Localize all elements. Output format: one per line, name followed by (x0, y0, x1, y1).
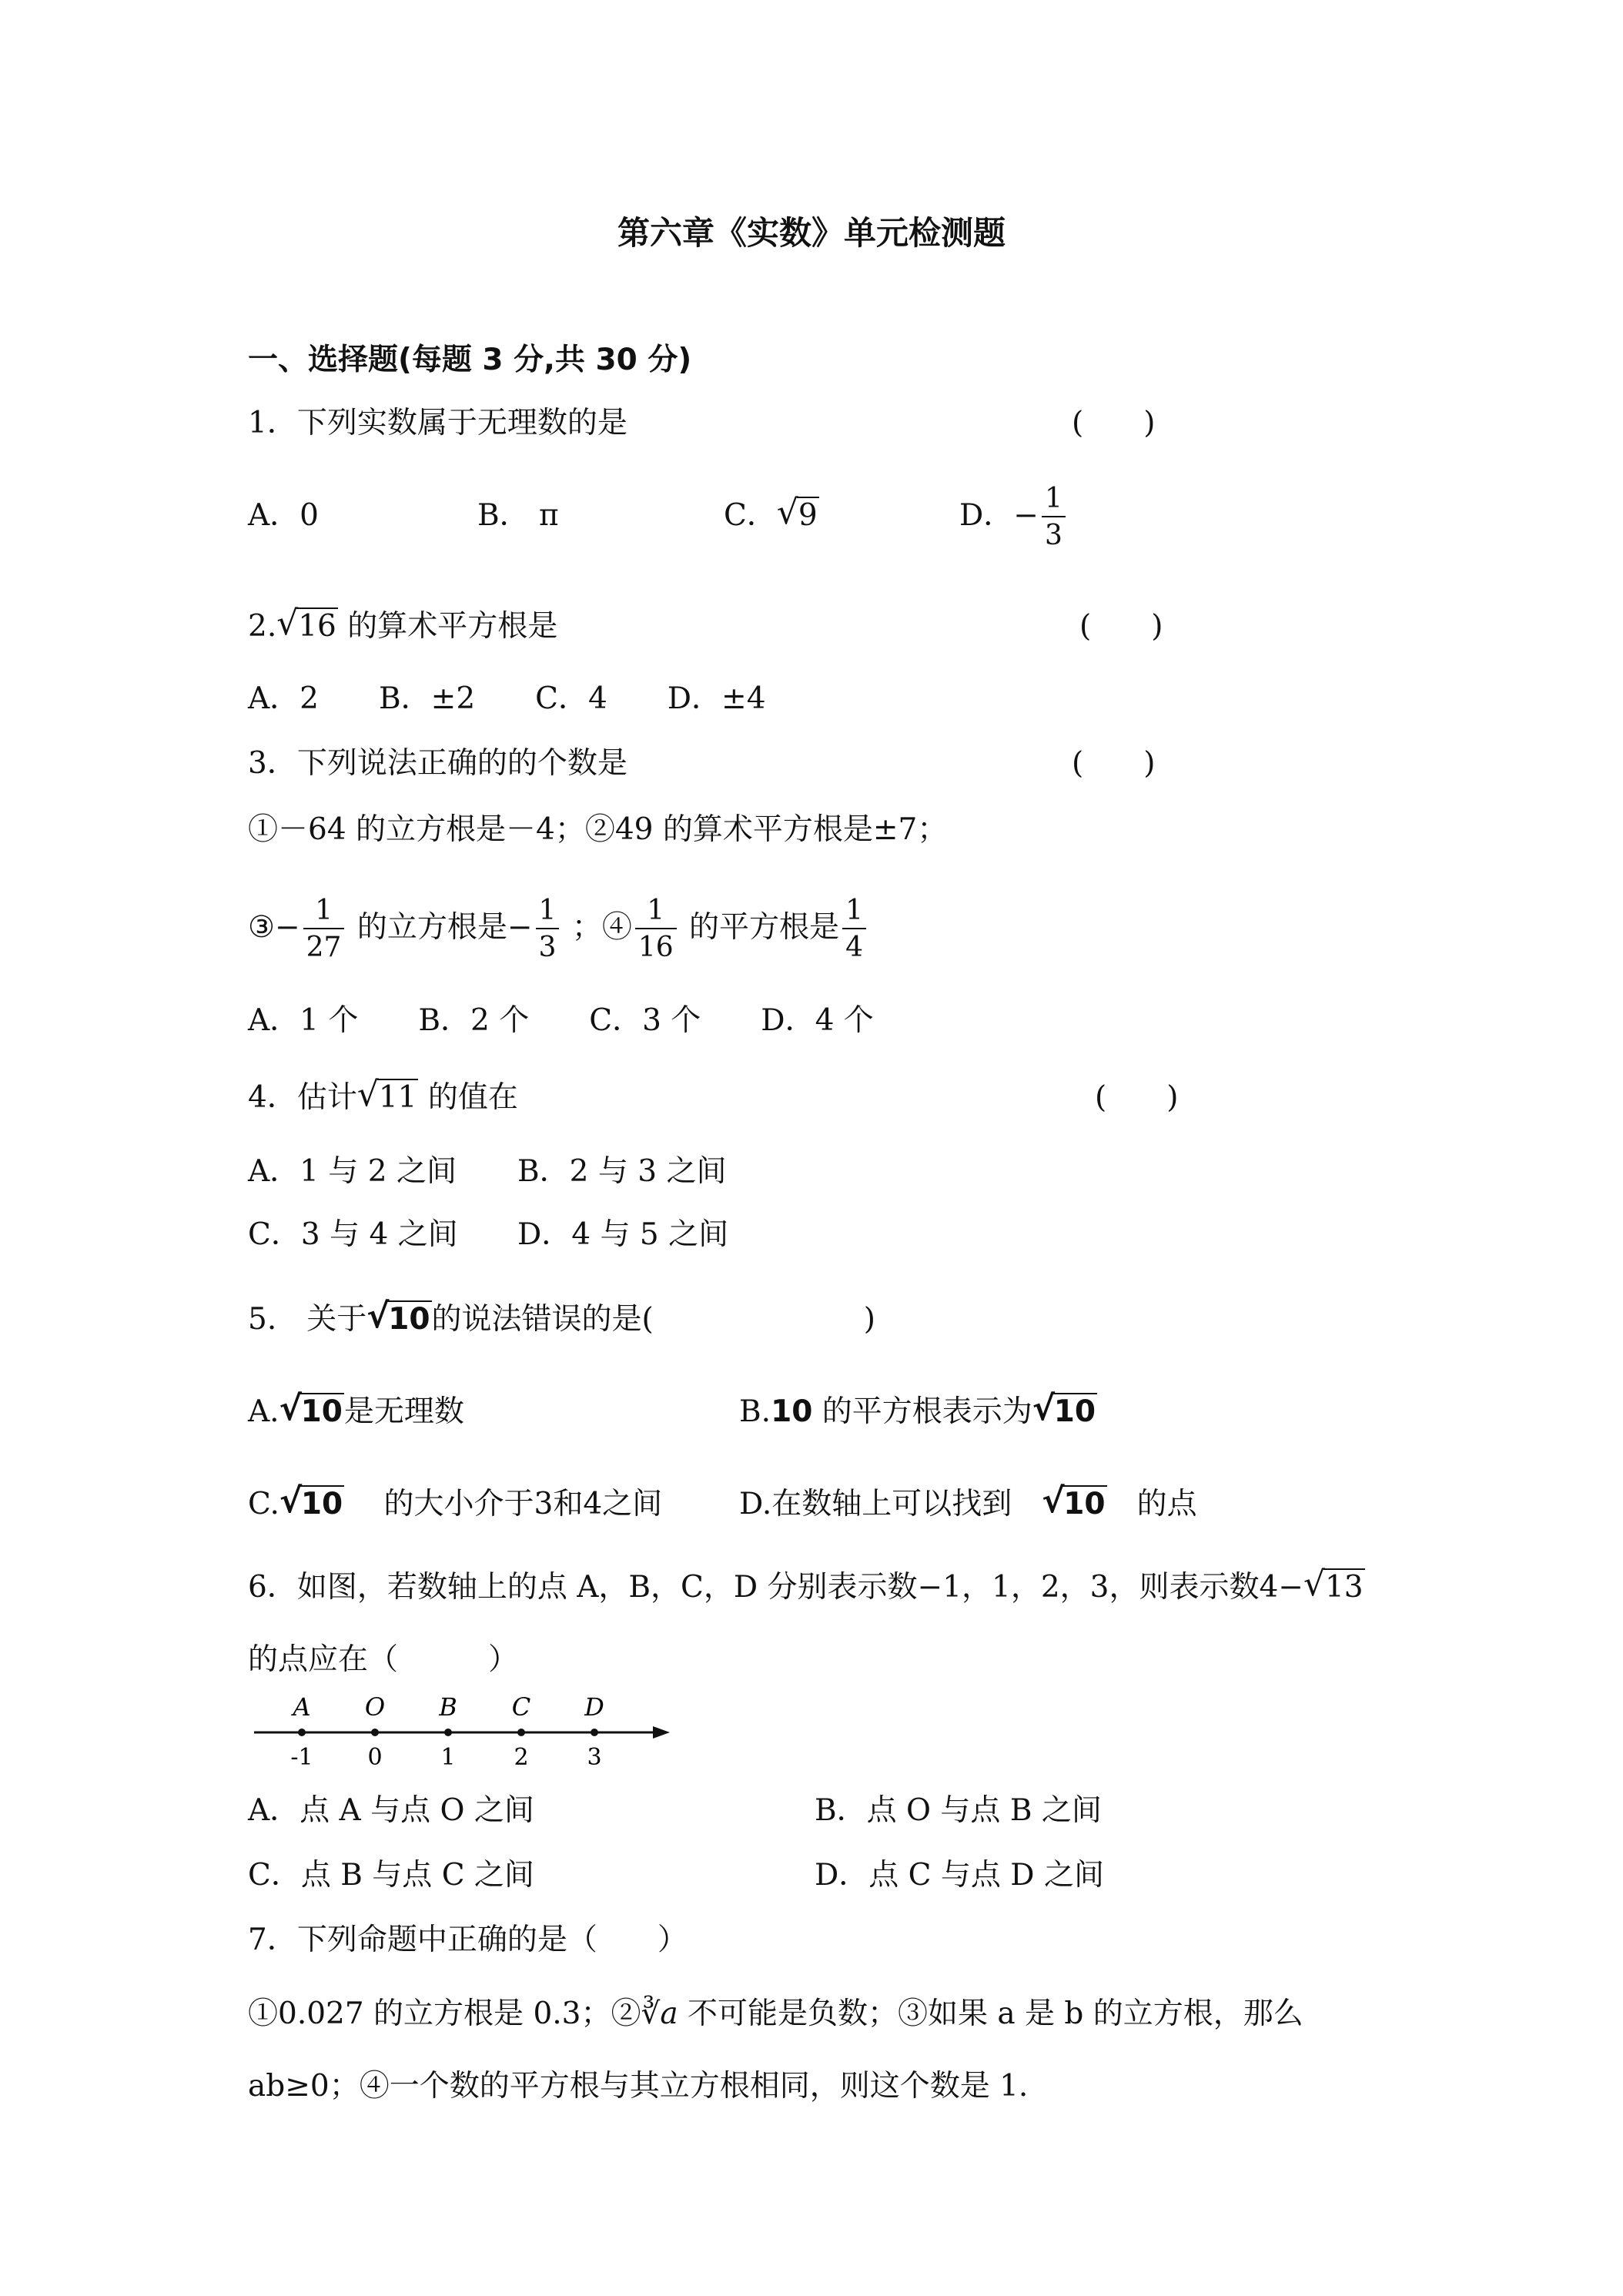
sqrt-16: √ 16 (276, 604, 336, 644)
fraction-one-third: $\frac{1}{3}$ (1042, 485, 1066, 550)
q6-option-a: A．点 A 与点 O 之间 (248, 1793, 534, 1828)
q2-options: A．2 B．±2 C．4 D．±4 (248, 681, 766, 716)
tick-label-0: 0 (367, 1744, 383, 1771)
sqrt-10: √ 10 (366, 1297, 430, 1337)
q7-stem: 7．下列命题中正确的是（ ） (248, 1923, 688, 1957)
page-title: 第六章《实数》单元检测题 (617, 214, 1006, 252)
point-label-D: D (584, 1694, 604, 1722)
number-line-figure (248, 1694, 679, 1779)
q4-option-a: A．1 与 2 之间 (248, 1154, 457, 1189)
q3-stem: 3．下列说法正确的的个数是 (248, 746, 627, 781)
q5-option-b: B.10 的平方根表示为 √ 10 (739, 1389, 1096, 1429)
fraction-1-4: $\frac{1}{4}$ (842, 897, 866, 962)
q5-stem: 5. 关于 √ 10的说法错误的是( ) (248, 1300, 875, 1340)
q1-option-d: D．− $\frac{1}{3}$ (959, 477, 1069, 554)
q7-statements-line1: ①0.027 的立方根是 0.3；②∛a 不可能是负数；③如果 a 是 b 的立方根，那么 (248, 1996, 1303, 2031)
q3-statement-3-4: ③− $\frac{1}{27}$ 的立方根是− $\frac{1}{3}$ ；④ $\frac{1}{16}$ 的平方根是 $\frac{1}{4}$ (248, 885, 869, 970)
q4-answer-paren: ( ) (1095, 1080, 1179, 1115)
section-heading: 一、选择题(每题 3 分,共 30 分) (248, 343, 692, 377)
point-label-C: C (511, 1694, 531, 1722)
q5-option-c: C. √ 10 的大小介于3和4之间 (248, 1481, 663, 1521)
q6-stem-line1: 6．如图，若数轴上的点 A，B，C，D 分别表示数−1，1，2，3，则表示数4− √ 13 (248, 1568, 1365, 1608)
sqrt-11: √ 11 (356, 1075, 417, 1115)
q5-option-d: D.在数轴上可以找到 √ 10 的点 (739, 1481, 1197, 1521)
point-O (371, 1729, 379, 1736)
q3-statement-1-2: ①－64 的立方根是－4；②49 的算术平方根是±7； (248, 812, 948, 847)
q4-stem: 4．估计 √ 11 的值在 (248, 1078, 518, 1118)
point-B (444, 1729, 452, 1736)
q1-option-c: C． √ 9 (724, 496, 819, 536)
q1-option-a: A．0 (248, 498, 319, 533)
sqrt-9: √ 9 (776, 493, 818, 533)
sqrt-13: √ 13 (1303, 1565, 1364, 1605)
tick-label-3: 3 (587, 1744, 602, 1771)
q6-stem-line2: 的点应在（ ） (248, 1642, 519, 1677)
q6-option-c: C．点 B 与点 C 之间 (248, 1858, 534, 1893)
tick-label-1: 1 (440, 1744, 456, 1771)
fraction-1-3: $\frac{1}{3}$ (536, 897, 560, 962)
q2-stem: 2. √ 16 的算术平方根是 (248, 607, 557, 647)
q2-answer-paren: ( ) (1079, 609, 1163, 644)
q3-options: A．1 个 B．2 个 C．3 个 D．4 个 (248, 1003, 874, 1038)
cube-root-a: ∛a (641, 1996, 678, 2031)
point-label-O: O (364, 1694, 386, 1722)
q1-option-b: B． π (477, 498, 559, 533)
q1-stem: 1．下列实数属于无理数的是 (248, 406, 627, 440)
point-D (591, 1729, 598, 1736)
q4-option-d: D．4 与 5 之间 (517, 1217, 729, 1252)
tick-label-2: 2 (514, 1744, 529, 1771)
fraction-1-16: $\frac{1}{16}$ (635, 897, 677, 962)
q3-answer-paren: ( ) (1072, 746, 1156, 781)
q6-option-b: B．点 O 与点 B 之间 (815, 1793, 1102, 1828)
arrow-head-icon (653, 1726, 670, 1739)
point-A (298, 1729, 306, 1736)
q6-option-d: D．点 C 与点 D 之间 (815, 1858, 1104, 1893)
point-label-A: A (293, 1694, 311, 1722)
q7-statements-line2: ab≥0；④一个数的平方根与其立方根相同，则这个数是 1. (248, 2069, 1029, 2104)
q5-option-a: A. √ 10是无理数 (248, 1389, 464, 1429)
point-label-B: B (439, 1694, 457, 1722)
q4-option-b: B．2 与 3 之间 (517, 1154, 727, 1189)
q1-answer-paren: ( ) (1072, 406, 1156, 440)
tick-label--1: -1 (290, 1744, 313, 1771)
point-C (517, 1729, 525, 1736)
fraction-1-27: $\frac{1}{27}$ (303, 897, 345, 962)
q4-option-c: C．3 与 4 之间 (248, 1217, 458, 1252)
